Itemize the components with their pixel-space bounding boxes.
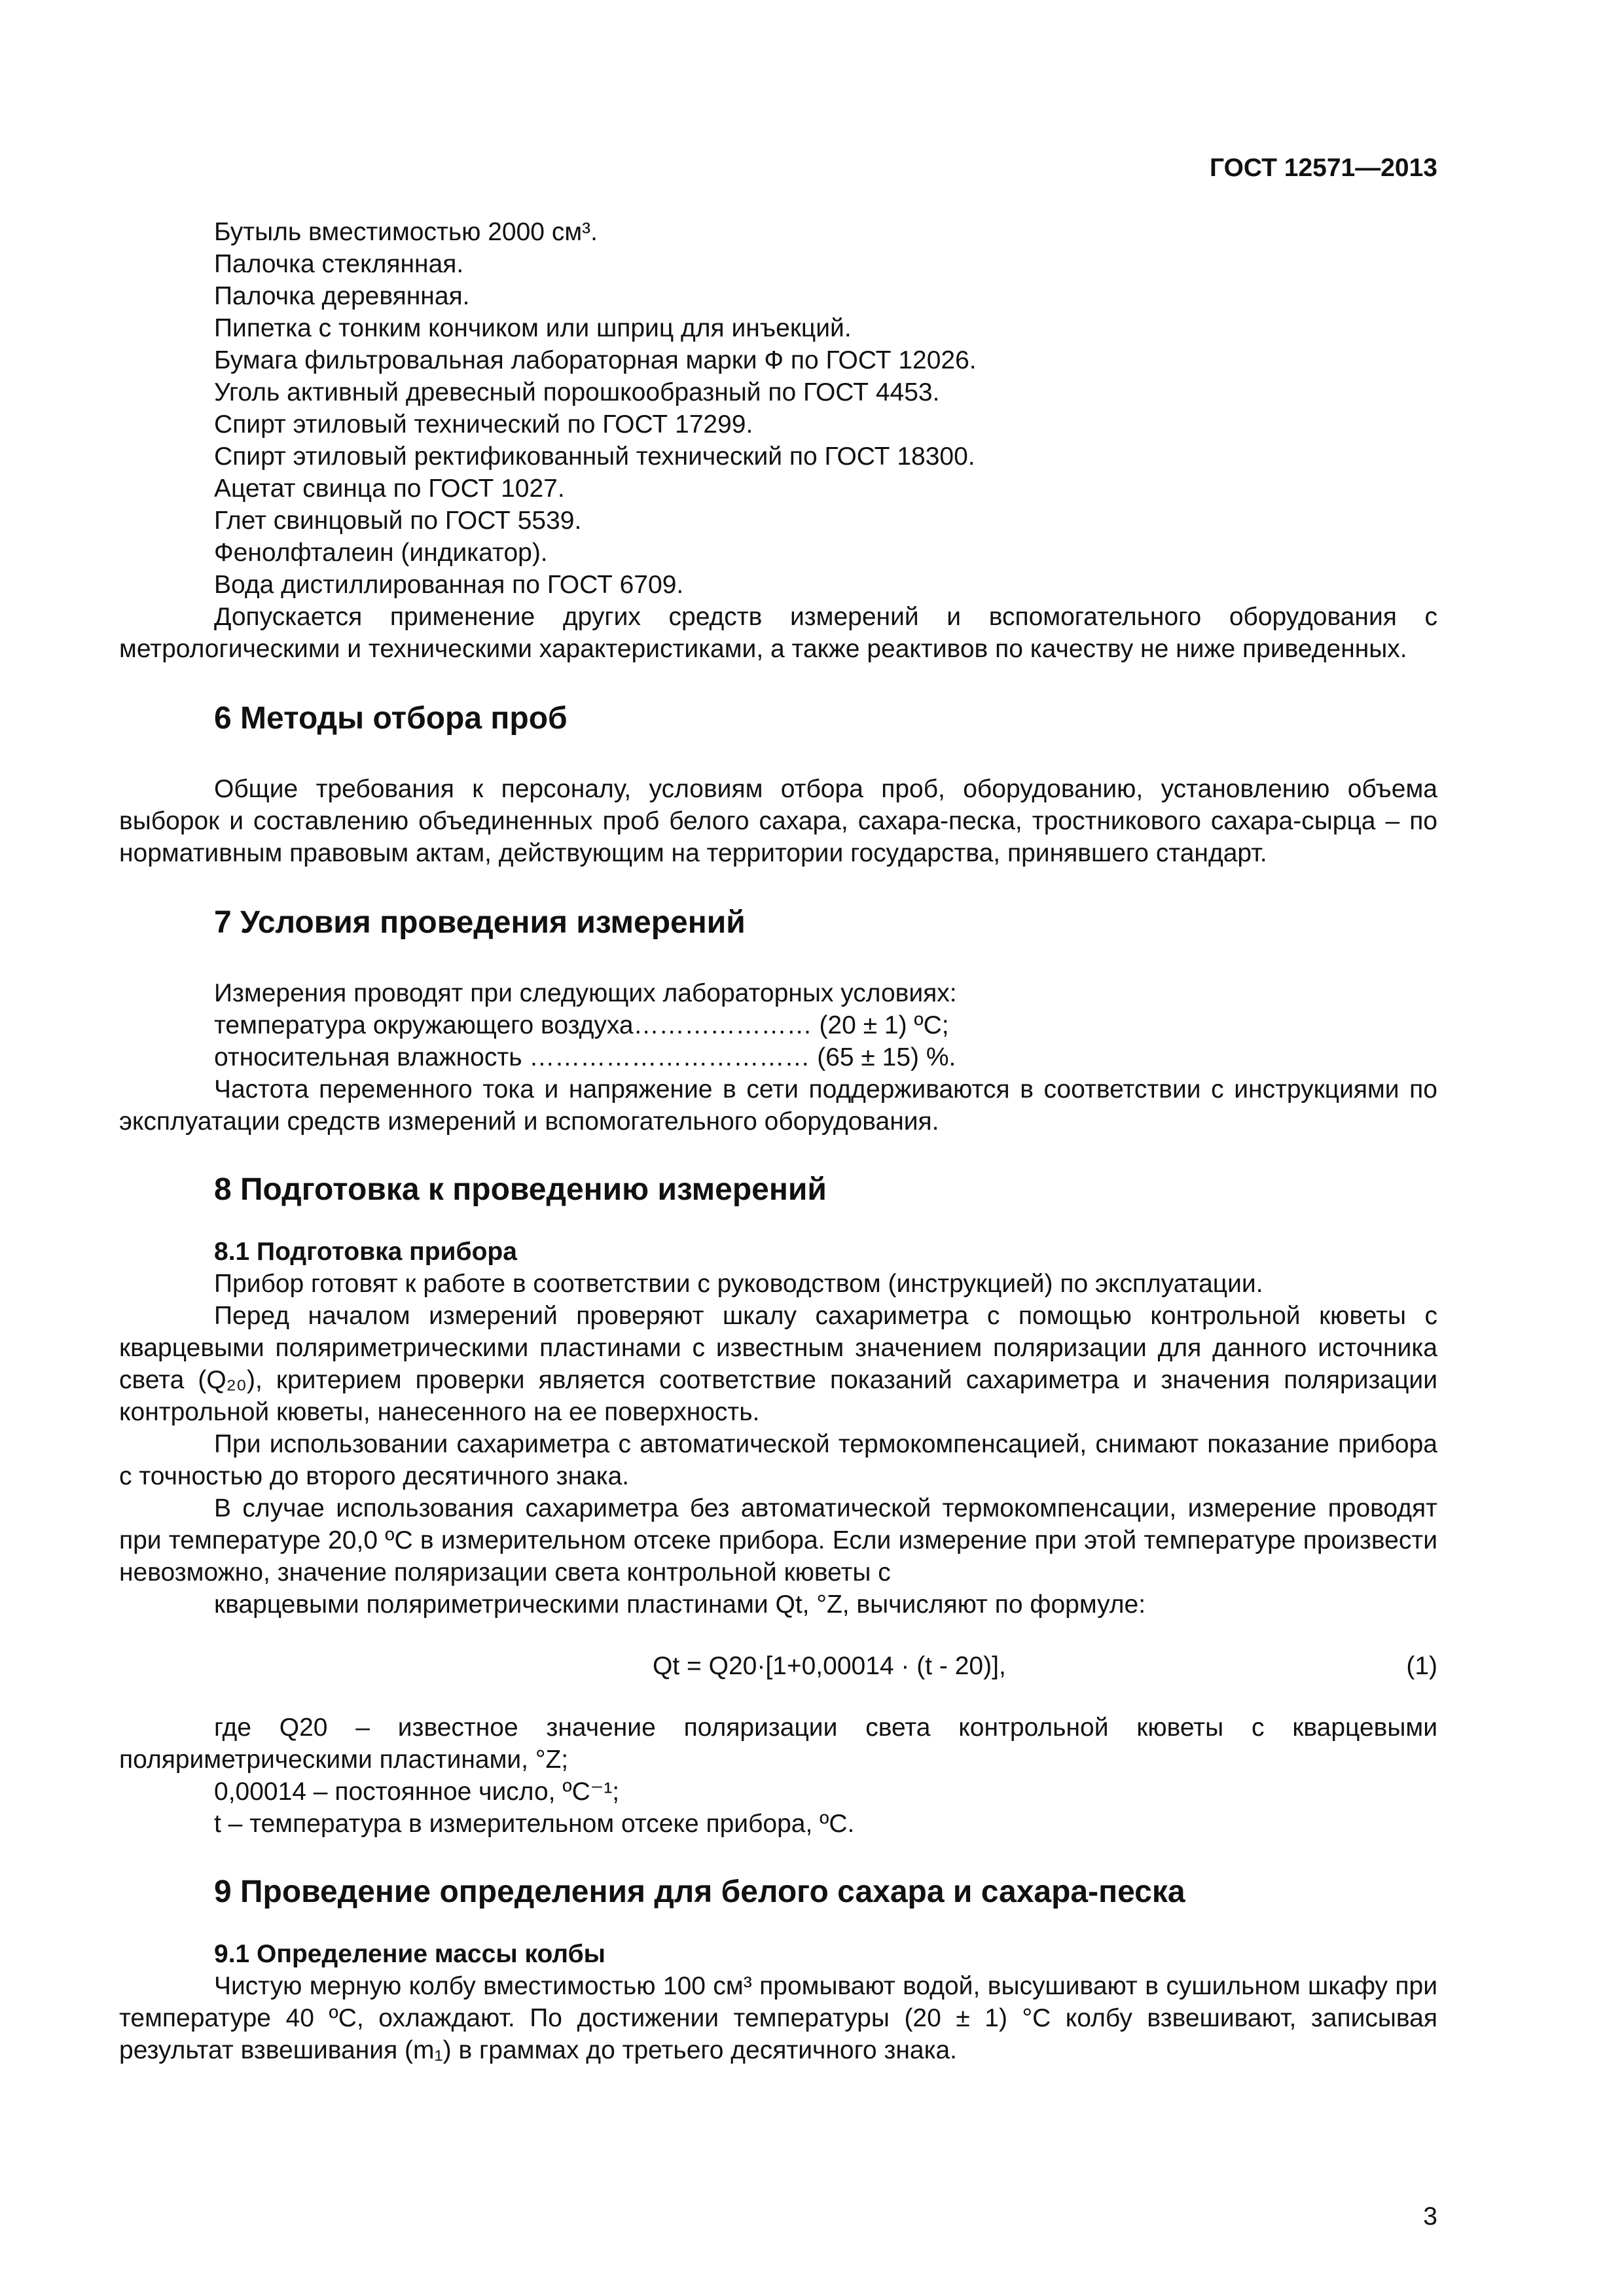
equipment-item: Спирт этиловый технический по ГОСТ 17299. bbox=[214, 410, 753, 439]
section-9-p1: Чистую мерную колбу вместимостью 100 см³ промывают водой, высушивают в сушильном шкафу при температуре 40 ºС, охлаждают. По достижении температуры (20 ± 1) °С колбу взвешивают, записывая результат взвешивания (m₁) в граммах до третьего десятичного знака. bbox=[119, 1972, 1437, 2064]
condition-humidity: относительная влажность …………………………… (65 ± 15) %. bbox=[214, 1043, 956, 1071]
equipment-item: Палочка стеклянная. bbox=[214, 250, 464, 278]
section-7-text: Частота переменного тока и напряжение в сети поддерживаются в соответствии с инструкциями по эксплуатации средств измерений и вспомогательного оборудования. bbox=[119, 1075, 1437, 1136]
equipment-item: Вода дистиллированная по ГОСТ 6709. bbox=[214, 571, 684, 599]
equipment-item: Уголь активный древесный порошкообразный по ГОСТ 4453. bbox=[214, 378, 940, 406]
formula-where-3: t – температура в измерительном отсеке прибора, ºС. bbox=[214, 1810, 855, 1838]
formula-row bbox=[119, 1650, 1437, 1682]
equipment-item: Ацетат свинца по ГОСТ 1027. bbox=[214, 475, 565, 503]
section-8-title: 8 Подготовка к проведению измерений bbox=[214, 1172, 827, 1207]
equipment-item: Спирт этиловый ректификованный технический по ГОСТ 18300. bbox=[214, 442, 975, 471]
section-6-title: 6 Методы отбора проб bbox=[214, 701, 568, 736]
document-body bbox=[119, 216, 1437, 2066]
section-8-p1: Прибор готовят к работе в соответствии с руководством (инструкцией) по эксплуатации. bbox=[214, 1270, 1263, 1298]
conditions-intro: Измерения проводят при следующих лабораторных условиях: bbox=[214, 979, 957, 1007]
formula-where-1: где Q20 – известное значение поляризации света контрольной кюветы с кварцевыми поляриметрическими пластинами, °Z; bbox=[119, 1713, 1437, 1774]
equipment-note: Допускается применение других средств измерений и вспомогательного оборудования с метрологическими и техническими характеристиками, а также реактивов по качеству не ниже приведенных. bbox=[119, 603, 1437, 663]
equipment-item: Бутыль вместимостью 2000 см³. bbox=[214, 218, 598, 246]
section-8-p3: При использовании сахариметра с автоматической термокомпенсацией, снимают показание прибора с точностью до второго десятичного знака. bbox=[119, 1430, 1437, 1490]
section-6-text: Общие требования к персоналу, условиям отбора проб, оборудованию, установлению объема выборок и составлению объединенных проб белого сахара, сахара-песка, тростникового сахара-сырца – по нормативным правовым актам, действующим на территории государства, принявшего стандарт. bbox=[119, 775, 1437, 867]
document-header: ГОСТ 12571—2013 bbox=[1210, 154, 1437, 182]
section-9-title: 9 Проведение определения для белого сахара и сахара-песка bbox=[214, 1874, 1185, 1909]
equipment-item: Пипетка с тонким кончиком или шприц для инъекций. bbox=[214, 314, 852, 342]
section-7-title: 7 Условия проведения измерений bbox=[214, 905, 746, 940]
condition-temperature: температура окружающего воздуха………………… (20 ± 1) ºС; bbox=[214, 1011, 949, 1039]
section-8-p4: В случае использования сахариметра без автоматической термокомпенсации, измерение проводят при температуре 20,0 ºС в измерительном отсеке прибора. Если измерение при этой температуре произвести невозможно, значение поляризации света контрольной кюветы с bbox=[119, 1494, 1437, 1587]
subsection-9-1-title: 9.1 Определение массы колбы bbox=[214, 1940, 605, 1968]
page-number: 3 bbox=[1423, 2202, 1437, 2231]
equipment-list bbox=[119, 216, 1437, 601]
formula: Qt = Q20·[1+0,00014 · (t - 20)], bbox=[653, 1652, 1006, 1680]
section-8-p2: Перед началом измерений проверяют шкалу сахариметра с помощью контрольной кюветы с кварцевыми поляриметрическими пластинами с известным значением поляризации для данного источника света (Q₂₀), критерием проверки является соответствие показаний сахариметра и значения поляризации контрольной кюветы, нанесенного на ее поверхность. bbox=[119, 1302, 1437, 1426]
section-8-p5: кварцевыми поляриметрическими пластинами Qt, °Z, вычисляют по формуле: bbox=[214, 1590, 1146, 1619]
subsection-8-1-title: 8.1 Подготовка прибора bbox=[214, 1238, 517, 1266]
equipment-item: Фенолфталеин (индикатор). bbox=[214, 539, 548, 567]
equipment-item: Палочка деревянная. bbox=[214, 282, 470, 310]
formula-number: (1) bbox=[1406, 1652, 1437, 1680]
equipment-item: Бумага фильтровальная лабораторная марки Ф по ГОСТ 12026. bbox=[214, 346, 977, 374]
formula-where-2: 0,00014 – постоянное число, ºС⁻¹; bbox=[214, 1778, 620, 1806]
equipment-item: Глет свинцовый по ГОСТ 5539. bbox=[214, 507, 582, 535]
